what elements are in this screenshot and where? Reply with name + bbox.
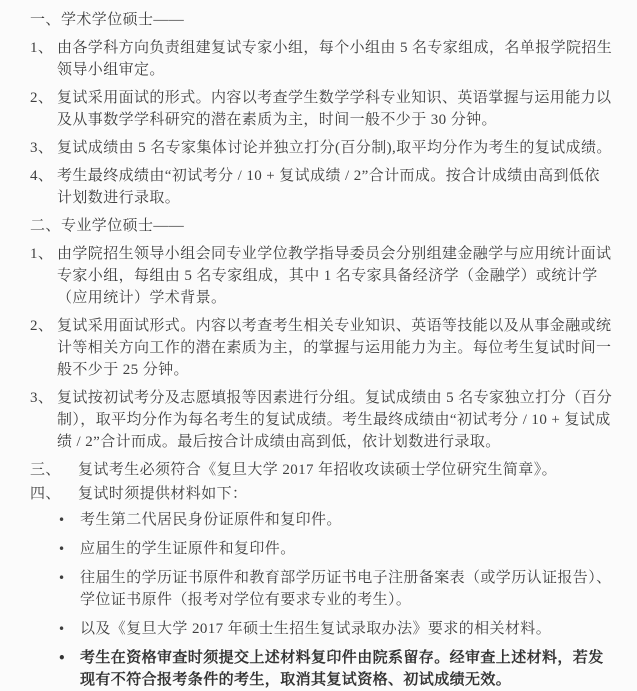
numbered-item: [30, 37, 613, 81]
numbered-item: [30, 165, 613, 209]
bullet-icon: •: [58, 513, 66, 527]
bullet-icon: •: [58, 571, 66, 585]
item-number: 1、: [30, 246, 54, 262]
section-heading-4: [30, 483, 613, 505]
item-number: 2、: [30, 90, 54, 106]
bullet-item-emphasized: [30, 647, 613, 691]
item-text: 复试成绩由 5 名专家集体讨论并独立打分(百分制),取平均分作为考生的复试成绩。: [57, 140, 612, 156]
numbered-item: [30, 87, 613, 131]
section-title: 专业学位硕士——: [61, 218, 185, 234]
item-text: 复试按初试考分及志愿填报等因素进行分组。复试成绩由 5 名专家独立打分（百分制），取平均分作为每名考生的复试成绩。考生最终成绩由“初试考分 / 10 + 复试成绩 / 2”合计而成。最后按合计成绩由高到低，依计划数进行录取。: [57, 390, 613, 450]
bullet-text: 应届生的学生证原件和复印件。: [80, 541, 296, 557]
section-marker: 四、: [30, 486, 61, 502]
bullet-item: [30, 538, 613, 560]
bullet-text: 以及《复旦大学 2017 年硕士生招生复试录取办法》要求的相关材料。: [80, 621, 552, 637]
bullet-icon: •: [58, 622, 66, 636]
section-heading-3: [30, 459, 613, 481]
bullet-item: [30, 567, 613, 611]
section-marker: 一、: [30, 12, 61, 28]
section-marker: 二、: [30, 218, 61, 234]
item-number: 4、: [30, 168, 54, 184]
item-text: 考生最终成绩由“初试考分 / 10 + 复试成绩 / 2”合计而成。按合计成绩由高到低依计划数进行录取。: [57, 168, 600, 206]
numbered-item: [30, 315, 613, 381]
item-number: 3、: [30, 140, 54, 156]
item-number: 1、: [30, 40, 54, 56]
bullet-item: [30, 509, 613, 531]
bullet-text: 往届生的学历证书原件和教育部学历证书电子注册备案表（或学历认证报告）、学位证书原件（报考对学位有要求专业的考生）。: [80, 570, 612, 608]
section-text: 复试时须提供材料如下：: [78, 486, 248, 502]
bullet-text: 考生在资格审查时须提交上述材料复印件由院系留存。经审查上述材料，若发现有不符合报考条件的考生，取消其复试资格、初试成绩无效。: [80, 650, 604, 688]
bullet-icon: •: [58, 651, 67, 665]
item-number: 2、: [30, 318, 54, 334]
numbered-item: [30, 387, 613, 453]
section-heading-2: [30, 215, 613, 237]
item-text: 由各学科方向负责组建复试专家小组，每个小组由 5 名专家组成，名单报学院招生领导小组审定。: [57, 40, 613, 78]
section-text: 复试考生必须符合《复旦大学 2017 年招收攻读硕士学位研究生简章》。: [78, 462, 558, 478]
item-text: 复试采用面试形式。内容以考查考生相关专业知识、英语等技能以及从事金融或统计等相关方向工作的潜在素质为主，的掌握与运用能力为主。每位考生复试时间一般不少于 25 分钟。: [57, 318, 612, 378]
item-text: 由学院招生领导小组会同专业学位教学指导委员会分别组建金融学与应用统计面试专家小组，每组由 5 名专家组成，其中 1 名专家具备经济学（金融学）或统计学（应用统计）学术背景。: [57, 246, 612, 306]
section-title: 学术学位硕士——: [61, 12, 185, 28]
section-heading-1: [30, 9, 613, 31]
bullet-text: 考生第二代居民身份证原件和复印件。: [80, 512, 342, 528]
numbered-item: [30, 137, 613, 159]
section-marker: 三、: [30, 462, 61, 478]
item-text: 复试采用面试的形式。内容以考查学生数学学科专业知识、英语掌握与运用能力以及从事数学学科研究的潜在素质为主，时间一般不少于 30 分钟。: [57, 90, 612, 128]
bullet-item: [30, 618, 613, 640]
numbered-item: [30, 243, 613, 309]
bullet-icon: •: [58, 542, 66, 556]
item-number: 3、: [30, 390, 54, 406]
